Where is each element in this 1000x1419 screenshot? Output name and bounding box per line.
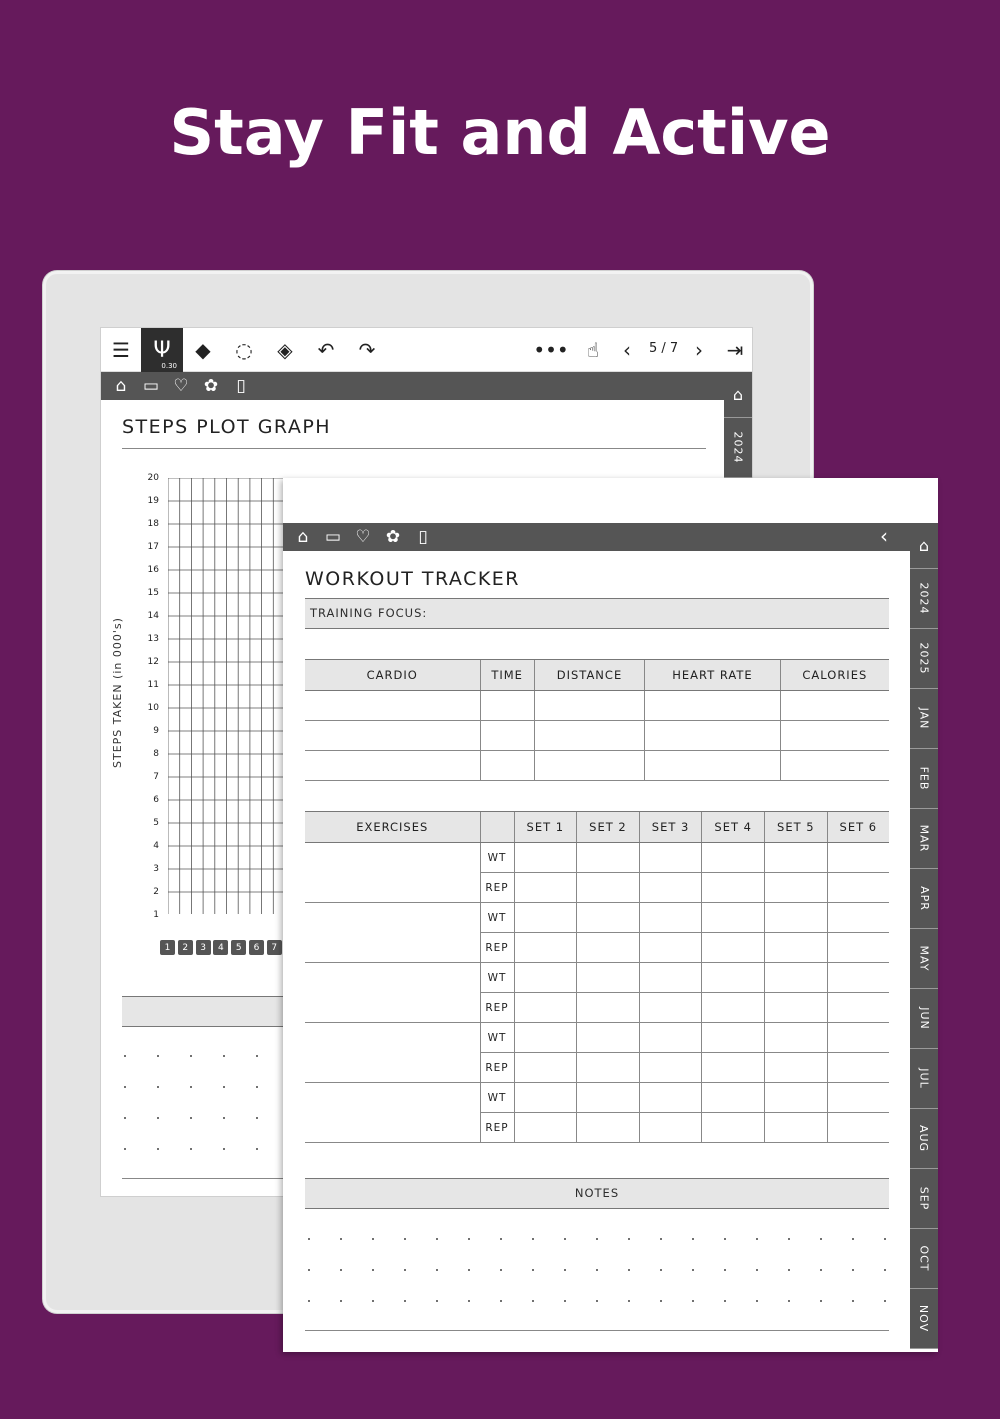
cardio-cell[interactable] [305,691,480,721]
y-tick-label: 18 [147,519,159,529]
dot [404,1269,406,1271]
pen-icon: Ψ [153,337,171,363]
document-icon[interactable]: ▯ [236,376,246,396]
set-cell[interactable] [765,1113,828,1143]
side-home-icon[interactable]: ⌂ [724,372,752,418]
dot [468,1238,470,1240]
wallet-icon[interactable]: ▭ [142,376,160,396]
set-cell[interactable] [765,963,828,993]
dot [692,1300,694,1302]
distance-header: DISTANCE [534,660,645,691]
dot [223,1117,225,1119]
set-cell[interactable] [702,963,765,993]
set-cell[interactable] [702,903,765,933]
set-cell[interactable] [765,1083,828,1113]
dot [660,1300,662,1302]
set-cell[interactable] [702,843,765,873]
dot [660,1238,662,1240]
lasso-icon[interactable]: ◌ [235,338,253,362]
dot [124,1117,126,1119]
y-tick-label: 19 [147,496,159,506]
dot [223,1086,225,1088]
reps-label: REP [480,933,514,963]
set-cell[interactable] [765,1023,828,1053]
dot [124,1086,126,1088]
cardio-cell[interactable] [305,721,480,751]
cardio-header: CARDIO [305,660,480,691]
y-tick-label: 12 [147,657,159,667]
exercises-header: EXERCISES [305,812,480,843]
cardio-cell[interactable] [480,691,534,721]
set-cell[interactable] [827,1113,889,1143]
dot [756,1238,758,1240]
set-cell[interactable] [702,933,765,963]
dot [788,1238,790,1240]
x-tick-label: 1 [160,940,175,955]
workout-tracker-page [283,478,938,1352]
front-page-nav [283,523,910,551]
set-cell[interactable] [577,843,640,873]
set-cell[interactable] [514,963,577,993]
weight-label: WT [480,903,514,933]
side-tab-mar[interactable]: MAR [910,809,938,869]
dot [340,1238,342,1240]
side-tab-apr[interactable]: APR [910,869,938,929]
y-tick-label: 14 [147,611,159,621]
workout-tracker-title: WORKOUT TRACKER [305,568,521,590]
set-cell[interactable] [765,933,828,963]
dot [532,1300,534,1302]
set-cell[interactable] [827,1023,889,1053]
dot [404,1300,406,1302]
exercise-row [305,903,889,933]
exercise-name-cell[interactable] [305,1023,480,1083]
dot [628,1300,630,1302]
side-tab-2024[interactable]: 2024 [910,569,938,629]
heart-icon[interactable]: ♡ [173,376,189,396]
y-tick-label: 9 [153,726,159,736]
set-cell[interactable] [577,1053,640,1083]
y-tick-label: 8 [153,749,159,759]
cardio-row [305,751,889,781]
redo-icon[interactable]: ↷ [358,338,376,362]
side-tab-feb[interactable]: FEB [910,749,938,809]
y-tick-label: 20 [147,473,159,483]
dot [190,1055,192,1057]
dot [190,1148,192,1150]
toolbar [101,328,753,372]
pen-tool-button[interactable] [141,328,183,372]
set-cell[interactable] [577,963,640,993]
set-cell[interactable] [702,1053,765,1083]
reps-label: REP [480,1113,514,1143]
set-cell[interactable] [639,873,702,903]
x-tick-label: 3 [196,940,211,955]
exercise-row [305,843,889,873]
exercise-table [305,811,889,1143]
set-cell[interactable] [827,1083,889,1113]
set-cell[interactable] [827,993,889,1023]
cardio-cell[interactable] [534,691,645,721]
set-cell[interactable] [577,1113,640,1143]
home-icon[interactable]: ⌂ [115,376,127,396]
y-tick-label: 13 [147,634,159,644]
set-4-header: SET 4 [702,812,765,843]
calories-header: CALORIES [780,660,889,691]
dot [660,1269,662,1271]
exercise-name-cell[interactable] [305,963,480,1023]
dot [788,1269,790,1271]
dot [724,1238,726,1240]
cardio-cell[interactable] [480,751,534,781]
dot [596,1300,598,1302]
cardio-table [305,659,889,781]
dot [532,1238,534,1240]
weight-label: WT [480,1023,514,1053]
set-cell[interactable] [577,933,640,963]
set-cell[interactable] [639,993,702,1023]
dot [256,1148,258,1150]
exercise-row [305,1083,889,1113]
cardio-row [305,691,889,721]
dot [157,1055,159,1057]
set-cell[interactable] [577,1023,640,1053]
set-cell[interactable] [765,1053,828,1083]
dot [852,1238,854,1240]
dot [372,1300,374,1302]
dot [852,1269,854,1271]
set-cell[interactable] [702,1023,765,1053]
set-cell[interactable] [827,843,889,873]
back-chevron-icon[interactable]: ‹ [880,524,888,548]
set-cell[interactable] [827,903,889,933]
dot [564,1238,566,1240]
pen-size-label: 0.30 [161,362,177,370]
set-cell[interactable] [577,1083,640,1113]
dot [756,1269,758,1271]
dot [404,1238,406,1240]
cardio-cell[interactable] [534,721,645,751]
dot [308,1269,310,1271]
exercise-row [305,1023,889,1053]
y-tick-label: 3 [153,864,159,874]
set-cell[interactable] [639,933,702,963]
side-tab-sep[interactable]: SEP [910,1169,938,1229]
set-cell[interactable] [514,843,577,873]
set-cell[interactable] [702,873,765,903]
dot [468,1269,470,1271]
side-tab-aug[interactable]: AUG [910,1109,938,1169]
dot [692,1238,694,1240]
set-cell[interactable] [702,1083,765,1113]
set-cell[interactable] [514,1023,577,1053]
notes-header: NOTES [305,1178,889,1209]
weight-label: WT [480,843,514,873]
dot [852,1300,854,1302]
set-5-header: SET 5 [765,812,828,843]
back-page-nav [101,372,726,400]
cardio-cell[interactable] [780,691,889,721]
exercise-row [305,963,889,993]
divider [305,1330,889,1331]
dot [724,1300,726,1302]
x-tick-label: 4 [213,940,228,955]
document-icon[interactable]: ▯ [418,527,428,547]
dot [628,1269,630,1271]
fitness-icon[interactable]: ✿ [203,376,219,396]
dot [500,1238,502,1240]
cardio-cell[interactable] [534,751,645,781]
dot [436,1238,438,1240]
set-cell[interactable] [765,903,828,933]
dot [157,1086,159,1088]
dot [157,1117,159,1119]
set-cell[interactable] [827,933,889,963]
set-cell[interactable] [514,993,577,1023]
set-cell[interactable] [639,1113,702,1143]
y-tick-label: 5 [153,818,159,828]
set-cell[interactable] [702,1113,765,1143]
set-cell[interactable] [639,1053,702,1083]
dot [372,1238,374,1240]
headline: Stay Fit and Active [169,96,831,169]
home-icon[interactable]: ⌂ [297,527,309,547]
side-tab-jan[interactable]: JAN [910,689,938,749]
side-tab-nov[interactable]: NOV [910,1289,938,1349]
side-tab-jun[interactable]: JUN [910,989,938,1049]
dot [628,1238,630,1240]
dot [223,1055,225,1057]
x-tick-label: 7 [267,940,282,955]
reps-label: REP [480,993,514,1023]
prev-page-icon[interactable]: ‹ [623,338,631,362]
dot [256,1117,258,1119]
dot [308,1300,310,1302]
set-cell[interactable] [639,843,702,873]
dot [157,1148,159,1150]
dot [756,1300,758,1302]
type-header [480,812,514,843]
set-cell[interactable] [639,963,702,993]
dot [436,1300,438,1302]
touch-gesture-icon[interactable]: ☝ [586,338,600,362]
set-cell[interactable] [577,873,640,903]
y-tick-label: 11 [147,680,159,690]
cardio-cell[interactable] [480,721,534,751]
exercise-name-cell[interactable] [305,903,480,963]
set-cell[interactable] [827,963,889,993]
side-tab-2025[interactable]: 2025 [910,629,938,689]
dot [124,1148,126,1150]
dot [308,1238,310,1240]
time-header: TIME [480,660,534,691]
cardio-row [305,721,889,751]
set-cell[interactable] [514,903,577,933]
set-cell[interactable] [577,903,640,933]
side-tab-jul[interactable]: JUL [910,1049,938,1109]
y-tick-label: 6 [153,795,159,805]
set-cell[interactable] [514,933,577,963]
cardio-cell[interactable] [645,721,780,751]
steps-plot-title: STEPS PLOT GRAPH [122,416,332,438]
dot [372,1269,374,1271]
set-2-header: SET 2 [577,812,640,843]
weight-label: WT [480,963,514,993]
y-tick-label: 15 [147,588,159,598]
set-3-header: SET 3 [639,812,702,843]
dot [596,1269,598,1271]
reps-label: REP [480,1053,514,1083]
exercise-name-cell[interactable] [305,843,480,903]
cardio-cell[interactable] [780,751,889,781]
dot [190,1086,192,1088]
divider [122,448,706,449]
dot [340,1300,342,1302]
front-side-tabs [910,523,938,1349]
set-cell[interactable] [514,1113,577,1143]
dot [884,1269,886,1271]
set-cell[interactable] [827,873,889,903]
set-cell[interactable] [702,993,765,1023]
dot [788,1300,790,1302]
dot [884,1238,886,1240]
dot [820,1238,822,1240]
set-cell[interactable] [514,873,577,903]
set-cell[interactable] [577,993,640,1023]
dot [884,1300,886,1302]
layers-icon[interactable]: ◈ [277,338,293,362]
weight-label: WT [480,1083,514,1113]
y-tick-label: 1 [153,910,159,920]
set-cell[interactable] [765,843,828,873]
more-options-icon[interactable]: ••• [533,338,569,362]
dot [436,1269,438,1271]
dot [500,1300,502,1302]
set-cell[interactable] [514,1083,577,1113]
back-side-tabs [724,372,752,478]
set-cell[interactable] [639,1023,702,1053]
dot [256,1086,258,1088]
y-tick-label: 7 [153,772,159,782]
dot [692,1269,694,1271]
dot [223,1148,225,1150]
wallet-icon[interactable]: ▭ [324,527,342,547]
dot [468,1300,470,1302]
set-6-header: SET 6 [827,812,889,843]
y-tick-label: 4 [153,841,159,851]
next-page-icon[interactable]: › [695,338,703,362]
dot [340,1269,342,1271]
dot [596,1238,598,1240]
set-cell[interactable] [639,903,702,933]
y-tick-label: 10 [147,703,159,713]
y-tick-label: 17 [147,542,159,552]
dot [500,1269,502,1271]
undo-icon[interactable]: ↶ [317,338,335,362]
heart-icon[interactable]: ♡ [355,527,371,547]
set-cell[interactable] [514,1053,577,1083]
side-tab-oct[interactable]: OCT [910,1229,938,1289]
page-indicator[interactable]: 5 / 7 [649,341,679,356]
dot [564,1300,566,1302]
x-tick-label: 6 [249,940,264,955]
side-tab-2024[interactable]: 2024 [724,418,752,478]
fitness-icon[interactable]: ✿ [385,527,401,547]
dot [256,1055,258,1057]
cardio-cell[interactable] [645,751,780,781]
set-cell[interactable] [765,873,828,903]
heart-rate-header: HEART RATE [645,660,780,691]
menu-list-icon[interactable]: ☰ [112,338,130,362]
dot [190,1117,192,1119]
dot [820,1300,822,1302]
side-home-icon[interactable]: ⌂ [910,523,938,569]
dot [724,1269,726,1271]
cardio-cell[interactable] [305,751,480,781]
set-cell[interactable] [639,1083,702,1113]
x-tick-label: 5 [231,940,246,955]
set-cell[interactable] [827,1053,889,1083]
training-focus-field[interactable]: TRAINING FOCUS: [305,598,889,629]
exercise-name-cell[interactable] [305,1083,480,1143]
cardio-cell[interactable] [780,721,889,751]
x-tick-label: 2 [178,940,193,955]
eraser-icon[interactable]: ◆ [195,338,211,362]
side-tab-may[interactable]: MAY [910,929,938,989]
reps-label: REP [480,873,514,903]
set-cell[interactable] [765,993,828,1023]
dot [820,1269,822,1271]
y-tick-label: 2 [153,887,159,897]
dot [532,1269,534,1271]
y-tick-label: 16 [147,565,159,575]
cardio-cell[interactable] [645,691,780,721]
dot [564,1269,566,1271]
exit-icon[interactable]: ⇥ [726,338,744,362]
y-axis-title: STEPS TAKEN (in 000's) [111,617,124,768]
set-1-header: SET 1 [514,812,577,843]
dot [124,1055,126,1057]
